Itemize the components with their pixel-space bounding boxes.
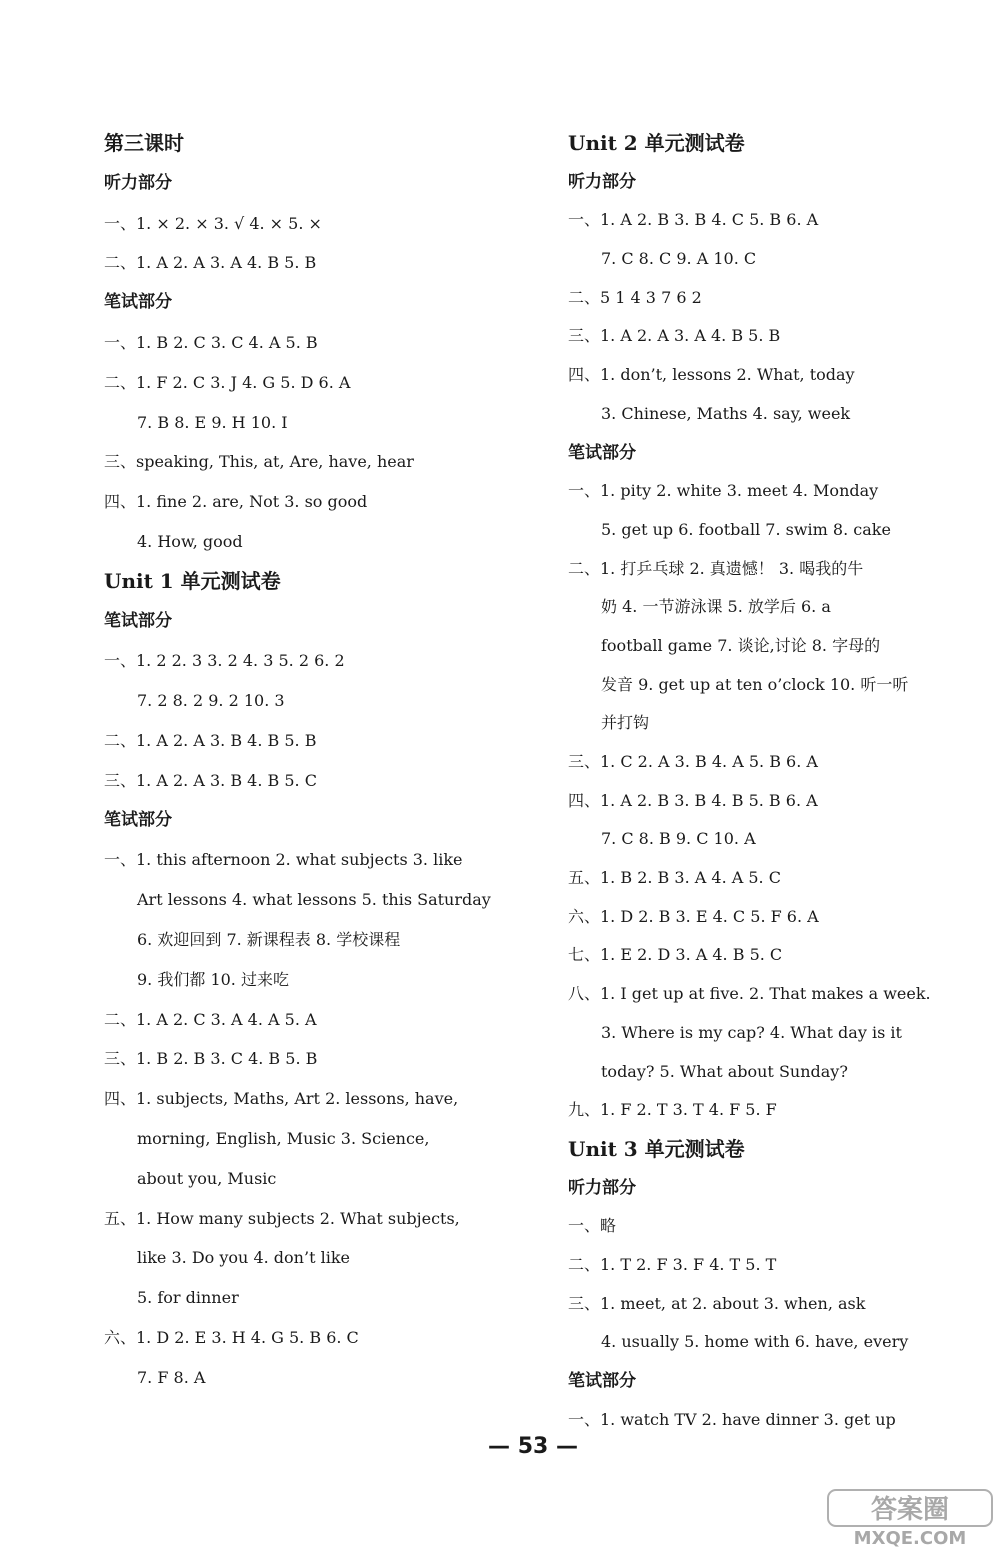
answer-line: 二、1. A 2. A 3. A 4. B 5. B bbox=[104, 253, 317, 273]
answer-line: 三、1. B 2. B 3. C 4. B 5. B bbox=[104, 1049, 318, 1069]
watermark-text: 答案圈 bbox=[870, 1495, 950, 1525]
unit-heading: 第三课时 bbox=[104, 131, 184, 155]
answer-line: 一、1. 2 2. 3 3. 2 4. 3 5. 2 6. 2 bbox=[104, 651, 345, 671]
answer-line: 三、1. A 2. A 3. A 4. B 5. B bbox=[568, 326, 781, 346]
answer-line: 三、1. A 2. A 3. B 4. B 5. C bbox=[104, 770, 317, 790]
section-label: 笔试部分 bbox=[104, 292, 172, 313]
answer-line-continued: 9. 我们都 10. 过来吃 bbox=[137, 969, 289, 989]
answer-line-continued: 发音 9. get up at ten o’clock 10. 听一听 bbox=[601, 674, 909, 694]
answer-line: 四、1. fine 2. are, Not 3. so good bbox=[104, 492, 368, 512]
watermark-url: MXQE.COM bbox=[853, 1528, 967, 1548]
left-column bbox=[104, 124, 494, 1398]
section-label: 笔试部分 bbox=[104, 809, 172, 830]
answer-line-continued: 7. F 8. A bbox=[137, 1367, 206, 1387]
answer-line-continued: 7. B 8. E 9. H 10. I bbox=[137, 412, 288, 432]
answer-line: 四、1. A 2. B 3. B 4. B 5. B 6. A bbox=[568, 790, 818, 810]
answer-line-continued: about you, Music bbox=[137, 1168, 277, 1188]
answer-line: 三、speaking, This, at, Are, have, hear bbox=[104, 452, 414, 472]
section-label: 听力部分 bbox=[104, 172, 172, 193]
answer-line: 一、1. B 2. C 3. C 4. A 5. B bbox=[104, 332, 318, 352]
section-label: 听力部分 bbox=[568, 171, 636, 192]
answer-line-continued: 5. get up 6. football 7. swim 8. cake bbox=[601, 519, 891, 539]
answer-line: 七、1. E 2. D 3. A 4. B 5. C bbox=[568, 945, 783, 965]
unit-heading: Unit 3 单元测试卷 bbox=[568, 1136, 745, 1161]
section-label: 听力部分 bbox=[568, 1177, 636, 1198]
answer-line: 四、1. subjects, Maths, Art 2. lessons, have, bbox=[104, 1089, 459, 1109]
answer-line: 一、1. × 2. × 3. √ 4. × 5. × bbox=[104, 213, 322, 233]
answer-line-continued: 3. Where is my cap? 4. What day is it bbox=[601, 1022, 902, 1042]
answer-line-continued: morning, English, Music 3. Science, bbox=[137, 1128, 430, 1148]
answer-line-continued: football game 7. 谈论,讨论 8. 字母的 bbox=[601, 635, 881, 655]
unit-heading: Unit 1 单元测试卷 bbox=[104, 568, 281, 593]
answer-line: 一、1. A 2. B 3. B 4. C 5. B 6. A bbox=[568, 210, 819, 230]
answer-line-continued: today? 5. What about Sunday? bbox=[601, 1061, 848, 1081]
answer-line-continued: like 3. Do you 4. don’t like bbox=[137, 1248, 350, 1268]
answer-line-continued: 7. C 8. B 9. C 10. A bbox=[601, 829, 756, 849]
answer-line-continued: 4. How, good bbox=[137, 531, 243, 551]
answer-line: 一、1. pity 2. white 3. meet 4. Monday bbox=[568, 481, 879, 501]
answer-line-continued: 奶 4. 一节游泳课 5. 放学后 6. a bbox=[601, 597, 831, 617]
answer-line: 一、1. watch TV 2. have dinner 3. get up bbox=[568, 1409, 896, 1429]
answer-line: 三、1. meet, at 2. about 3. when, ask bbox=[568, 1293, 866, 1313]
answer-line: 六、1. D 2. B 3. E 4. C 5. F 6. A bbox=[568, 906, 819, 926]
answer-line-continued: 6. 欢迎回到 7. 新课程表 8. 学校课程 bbox=[137, 929, 401, 949]
answer-line: 二、1. A 2. C 3. A 4. A 5. A bbox=[104, 1009, 317, 1029]
answer-line: 九、1. F 2. T 3. T 4. F 5. F bbox=[568, 1100, 777, 1120]
answer-line-continued: 7. C 8. C 9. A 10. C bbox=[601, 249, 757, 269]
watermark-logo bbox=[826, 1488, 994, 1548]
answer-line: 二、1. A 2. A 3. B 4. B 5. B bbox=[104, 730, 317, 750]
answer-line-continued: 7. 2 8. 2 9. 2 10. 3 bbox=[137, 691, 285, 711]
answer-line: 五、1. How many subjects 2. What subjects, bbox=[104, 1208, 460, 1228]
answer-line: 二、1. F 2. C 3. J 4. G 5. D 6. A bbox=[104, 372, 351, 392]
answer-line-continued: 5. for dinner bbox=[137, 1288, 239, 1308]
answer-line: 八、1. I get up at five. 2. That makes a week. bbox=[568, 984, 931, 1004]
answer-line-continued: 3. Chinese, Maths 4. say, week bbox=[601, 403, 851, 423]
answer-line: 二、1. 打乒乓球 2. 真遗憾！ 3. 喝我的牛 bbox=[568, 558, 864, 578]
answer-line: 五、1. B 2. B 3. A 4. A 5. C bbox=[568, 868, 781, 888]
answer-line: 二、5 1 4 3 7 6 2 bbox=[568, 287, 702, 307]
answer-line: 六、1. D 2. E 3. H 4. G 5. B 6. C bbox=[104, 1327, 359, 1347]
right-column bbox=[568, 124, 953, 1439]
section-label: 笔试部分 bbox=[568, 442, 636, 463]
answer-line-continued: 并打钩 bbox=[601, 713, 650, 733]
answer-line: 一、略 bbox=[568, 1216, 617, 1236]
page-number: — 53 — bbox=[488, 1434, 578, 1459]
section-label: 笔试部分 bbox=[568, 1371, 636, 1391]
answer-line: 二、1. T 2. F 3. F 4. T 5. T bbox=[568, 1254, 777, 1274]
answer-line: 一、1. this afternoon 2. what subjects 3. like bbox=[104, 850, 463, 870]
answer-line-continued: 4. usually 5. home with 6. have, every bbox=[601, 1332, 909, 1352]
answer-line-continued: Art lessons 4. what lessons 5. this Saturday bbox=[137, 890, 491, 910]
unit-heading: Unit 2 单元测试卷 bbox=[568, 131, 745, 155]
answer-line: 三、1. C 2. A 3. B 4. A 5. B 6. A bbox=[568, 752, 818, 771]
section-label: 笔试部分 bbox=[104, 610, 172, 631]
answer-line: 四、1. don’t, lessons 2. What, today bbox=[568, 365, 855, 385]
